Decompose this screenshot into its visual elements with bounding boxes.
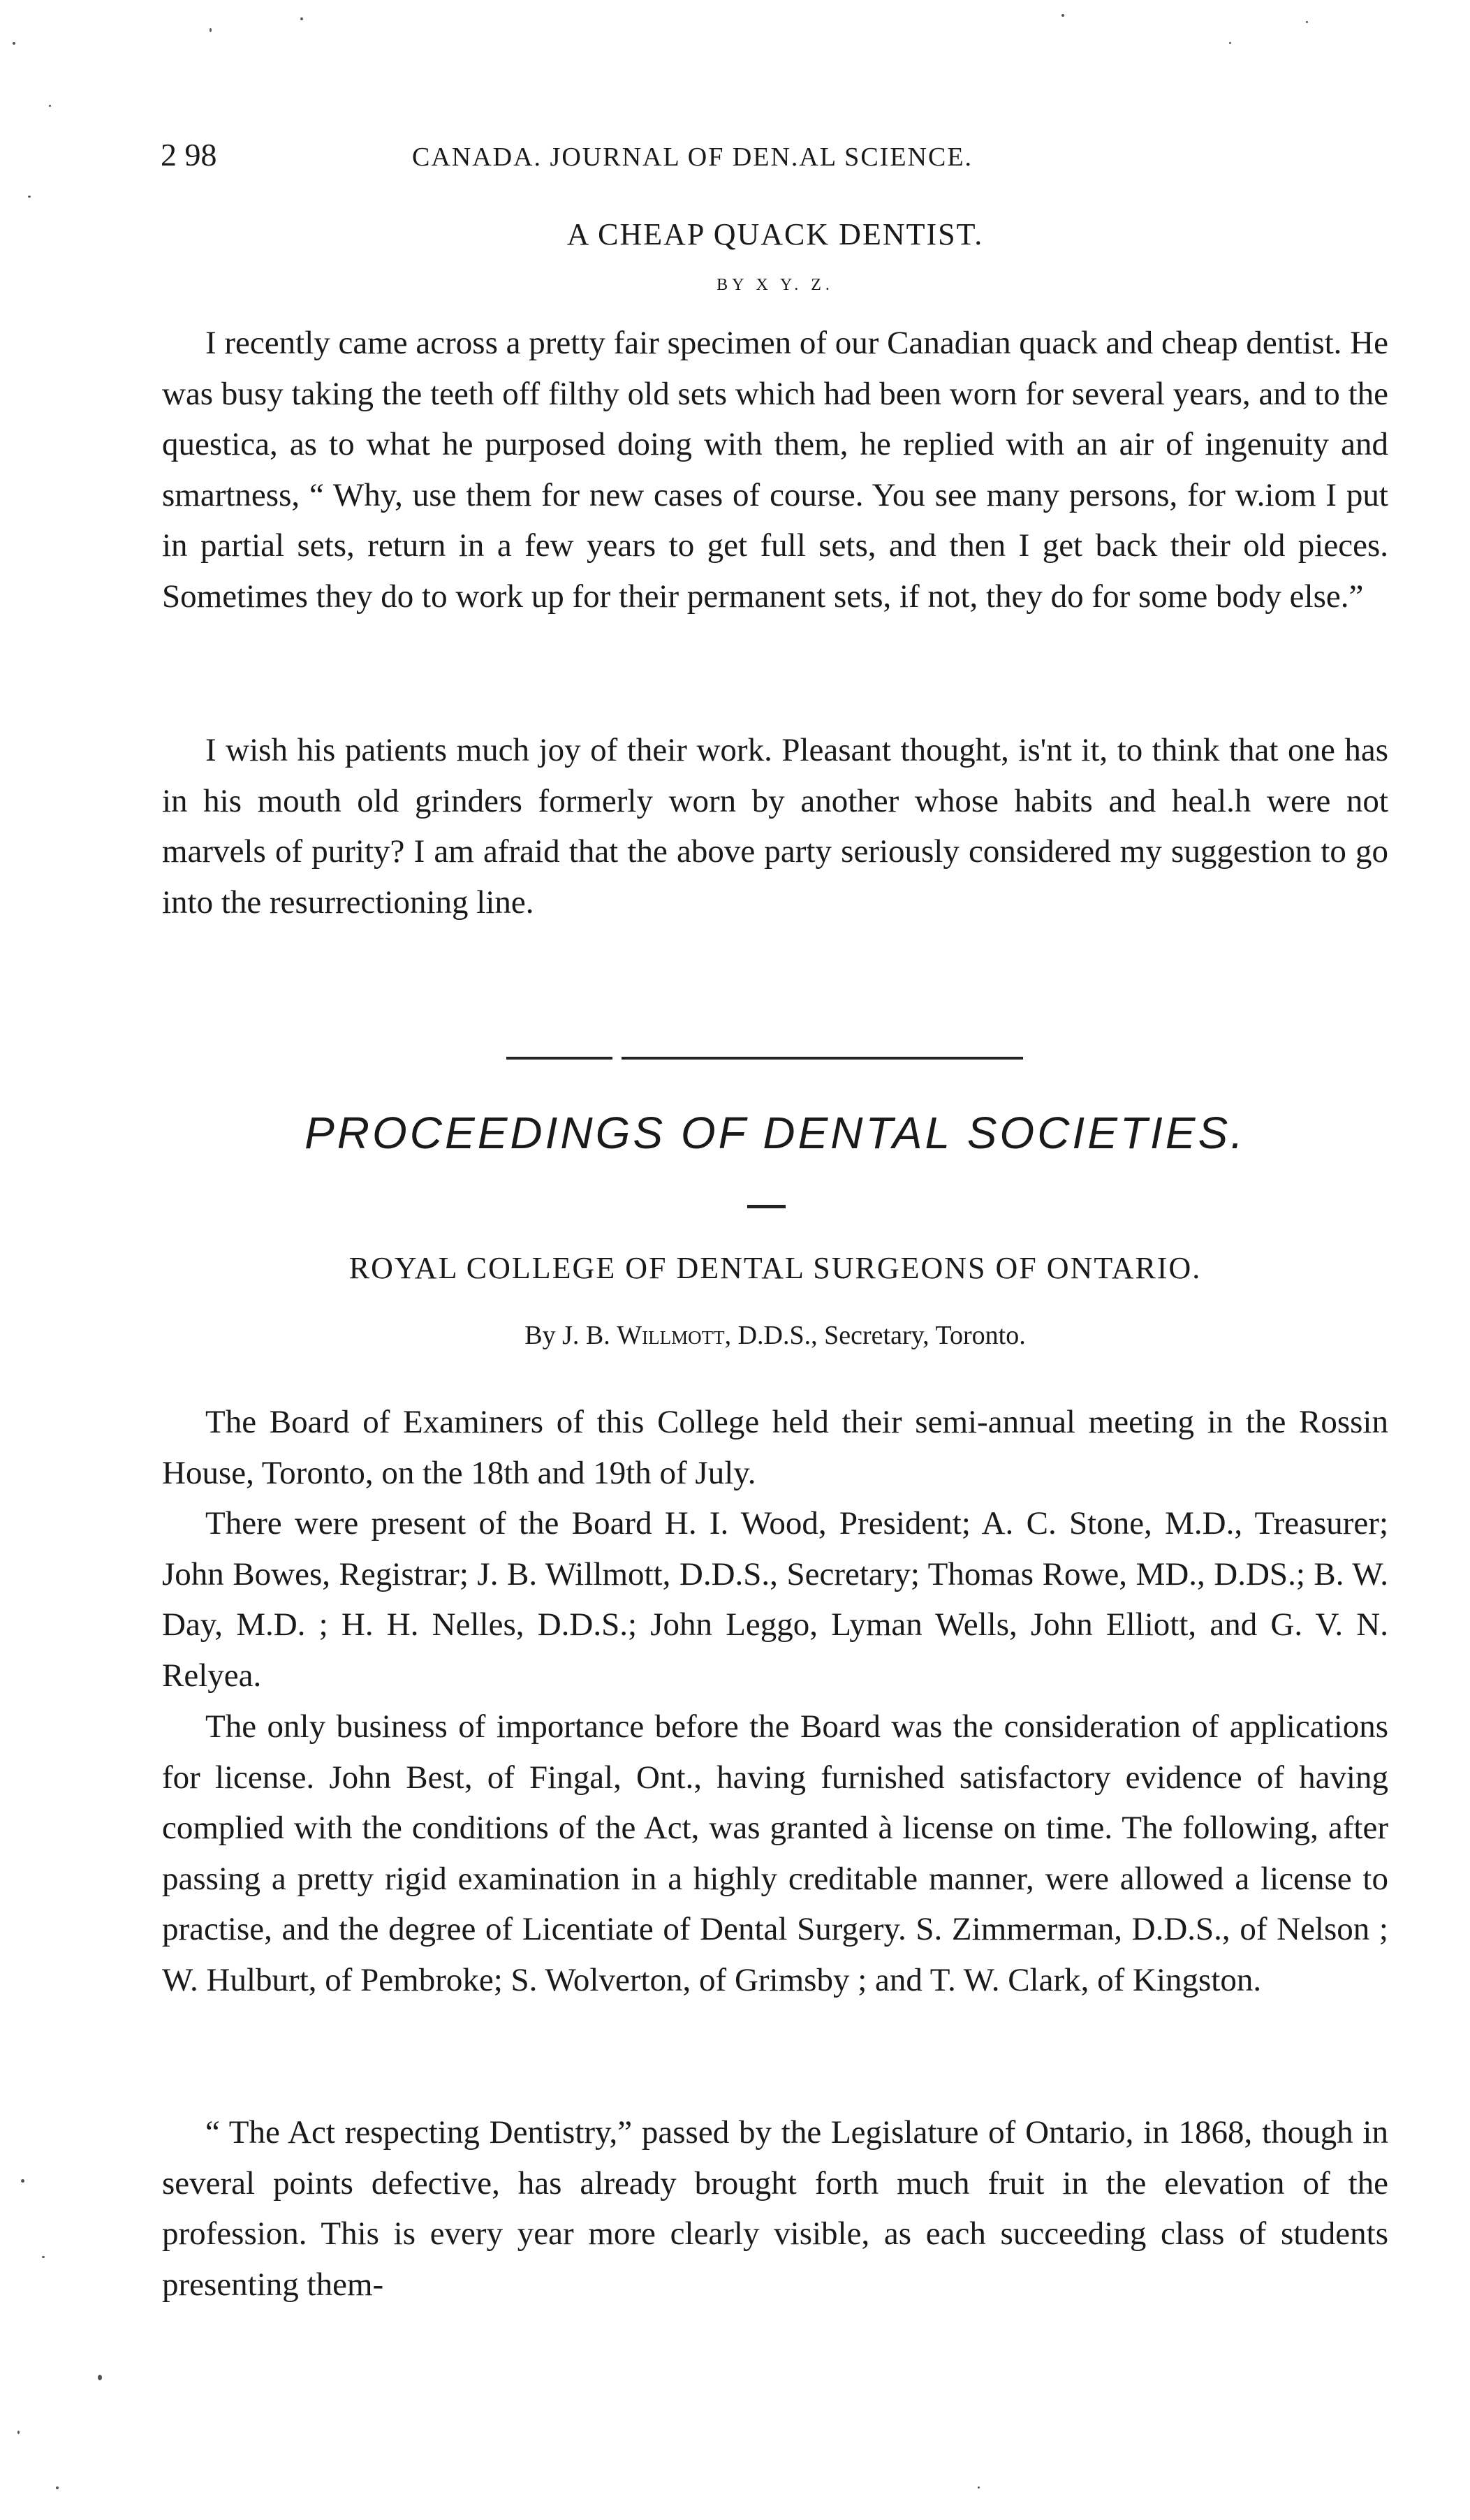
journal-title: CANADA. JOURNAL OF DEN.AL SCIENCE. [412,142,973,172]
society-title: ROYAL COLLEGE OF DENTAL SURGEONS OF ONTARIO. [348,1251,1202,1285]
article-paragraph: I recently came across a pretty fair specimen of our Canadian quack and cheap dentist. He was busy taking the teeth off filthy old sets which had been worn for several years, and to the questica, as to what he purposed doing with them, he replied with an air of ingenuity and smartness, “ Why, use them for new cases of course. You see many persons, for w.iom I put in partial sets, return in a few years to get full sets, and then I get back their old pieces. Sometimes they do to work up for their permanent sets, if not, they do for some body else.” [162,325,1388,615]
section-paragraph: The Board of Examiners of this College held their semi-annual meeting in the Rossin House, Toronto, on the 18th and 19th of July. [162,1404,1388,1491]
byline-suffix: , D.D.S., Secretary, Toronto. [724,1321,1026,1350]
section-divider [506,1057,612,1060]
article-paragraph: I wish his patients much joy of their work. Pleasant thought, is'nt it, to think that one has in his mouth old grinders formerly worn by another whose habits and heal.h were not marvels of purity? I am afraid that the above party seriously considered my suggestion to go into the resurrectioning line. [162,732,1388,921]
running-head [161,136,1390,185]
society-byline [162,1320,1388,1351]
section-title: PROCEEDINGS OF DENTAL SOCIETIES. [304,1108,1246,1158]
section-divider [622,1057,1023,1060]
section-paragraph: There were present of the Board H. I. Wood, President; A. C. Stone, M.D., Treasurer; John Bowes, Registrar; J. B. Willmott, D.D.S., Secretary; Thomas Rowe, MD., D.DS.; B. W. Day, M.D. ; H. H. Nelles, D.D.S.; John Leggo, Lyman Wells, John Elliott, and G. V. N. Relyea. [162,1505,1388,1694]
byline-prefix: By J. B. [524,1321,617,1350]
section-paragraph: The only business of importance before the Board was the consideration of applications for license. John Best, of Fingal, Ont., having furnished satisfactory evidence of having complied with the conditions of the Act, was granted à license on time. The following, after passing a pretty rigid examination in a highly creditable manner, were allowed a license to practise, and the degree of Licentiate of Dental Surgery. S. Zimmerman, D.D.S., of Nelson ; W. Hulburt, of Pembroke; S. Wolverton, of Grimsby ; and T. W. Clark, of Kingston. [162,1708,1388,1998]
page-number: 2 98 [161,137,217,173]
byline-name: Willmott [617,1321,725,1350]
article-title: A CHEAP QUACK DENTIST. [566,217,984,251]
article-byline: BY X Y. Z. [716,276,834,294]
section-paragraph: “ The Act respecting Dentistry,” passed by the Legislature of Ontario, in 1868, though in several points defective, has already brought forth much fruit in the elevation of the profession. This is every year more clearly visible, as each succeeding class of students presenting them- [162,2114,1388,2303]
title-dash [747,1205,786,1208]
